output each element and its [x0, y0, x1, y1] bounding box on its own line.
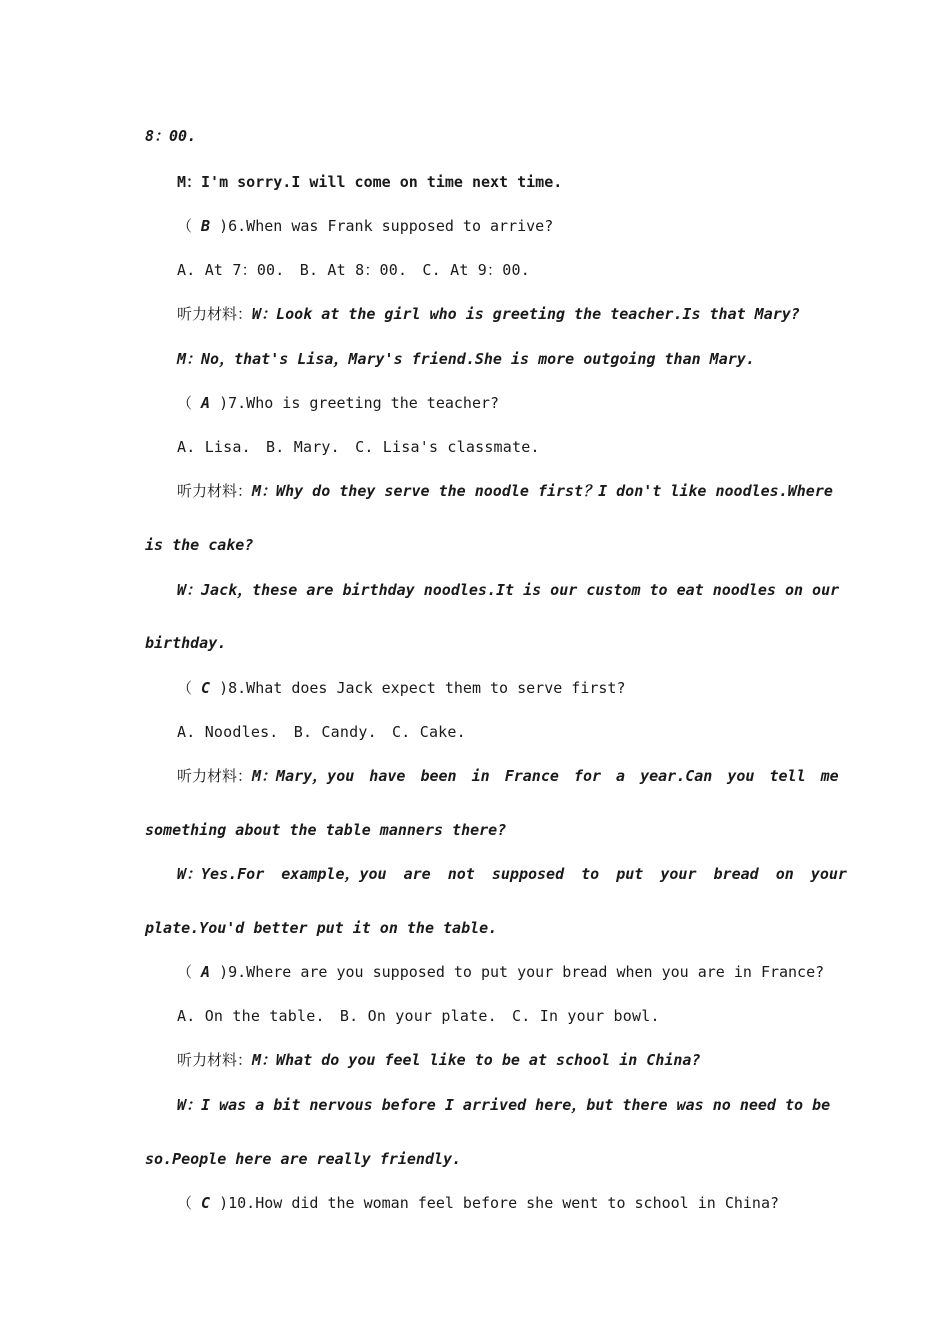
transcript-label: 听力材料：	[177, 767, 253, 785]
transcript-label: 听力材料：	[177, 482, 253, 500]
transcript-line: W：Jack，these are birthday noodles.It is our custom to eat noodles on our	[177, 581, 840, 599]
options-6: A. At 7：00. B. At 8：00. C. At 9：00.	[177, 261, 530, 279]
transcript-line: W：Yes.For example，you are not supposed to put your bread on your	[177, 865, 847, 883]
question-8	[177, 678, 625, 698]
transcript-line: birthday.	[145, 634, 227, 652]
transcript-text: M：Mary，you have been in France for a year.Can you tell me	[252, 767, 839, 785]
question-paren: （	[177, 394, 202, 412]
question-6	[177, 216, 553, 236]
question-text: )6.When was Frank supposed to arrive?	[210, 217, 554, 235]
transcript-line: so.People here are really friendly.	[145, 1150, 462, 1168]
answer-letter: A	[201, 394, 211, 412]
question-paren: （	[177, 217, 202, 235]
transcript-text: W：Look at the girl who is greeting the teacher.Is that Mary?	[252, 305, 800, 323]
question-text: )8.What does Jack expect them to serve first?	[210, 679, 626, 697]
transcript-line: 8：00.	[145, 127, 197, 145]
options-8: A. Noodles. B. Candy. C. Cake.	[177, 723, 466, 741]
transcript-line: M：No，that's Lisa，Mary's friend.She is more outgoing than Mary.	[177, 350, 755, 368]
question-paren: （	[177, 679, 202, 697]
transcript-line: M：I'm sorry.I will come on time next time.	[177, 173, 563, 191]
question-text: )10.How did the woman feel before she went to school in China?	[210, 1194, 780, 1212]
transcript-text: M：What do you feel like to be at school in China?	[252, 1051, 701, 1069]
transcript-line	[177, 766, 839, 786]
transcript-line: is the cake?	[145, 536, 254, 554]
transcript-line	[177, 481, 833, 501]
question-paren: （	[177, 1194, 202, 1212]
transcript-label: 听力材料：	[177, 305, 253, 323]
question-text: )7.Who is greeting the teacher?	[210, 394, 500, 412]
question-text: )9.Where are you supposed to put your bread when you are in France?	[210, 963, 825, 981]
transcript-line: something about the table manners there?	[145, 821, 507, 839]
transcript-text: M：Why do they serve the noodle first？I don't like noodles.Where	[252, 482, 833, 500]
transcript-line: W：I was a bit nervous before I arrived here，but there was no need to be	[177, 1096, 831, 1114]
answer-letter: B	[201, 217, 211, 235]
question-9	[177, 962, 824, 982]
options-7: A. Lisa. B. Mary. C. Lisa's classmate.	[177, 438, 540, 456]
transcript-label: 听力材料：	[177, 1051, 253, 1069]
transcript-line: plate.You'd better put it on the table.	[145, 919, 498, 937]
question-paren: （	[177, 963, 202, 981]
answer-letter: A	[201, 963, 211, 981]
options-9: A. On the table. B. On your plate. C. In your bowl.	[177, 1007, 660, 1025]
answer-letter: C	[201, 679, 211, 697]
transcript-line	[177, 1050, 701, 1070]
answer-letter: C	[201, 1194, 211, 1212]
transcript-line	[177, 304, 800, 324]
question-7	[177, 393, 499, 413]
question-10	[177, 1193, 779, 1213]
